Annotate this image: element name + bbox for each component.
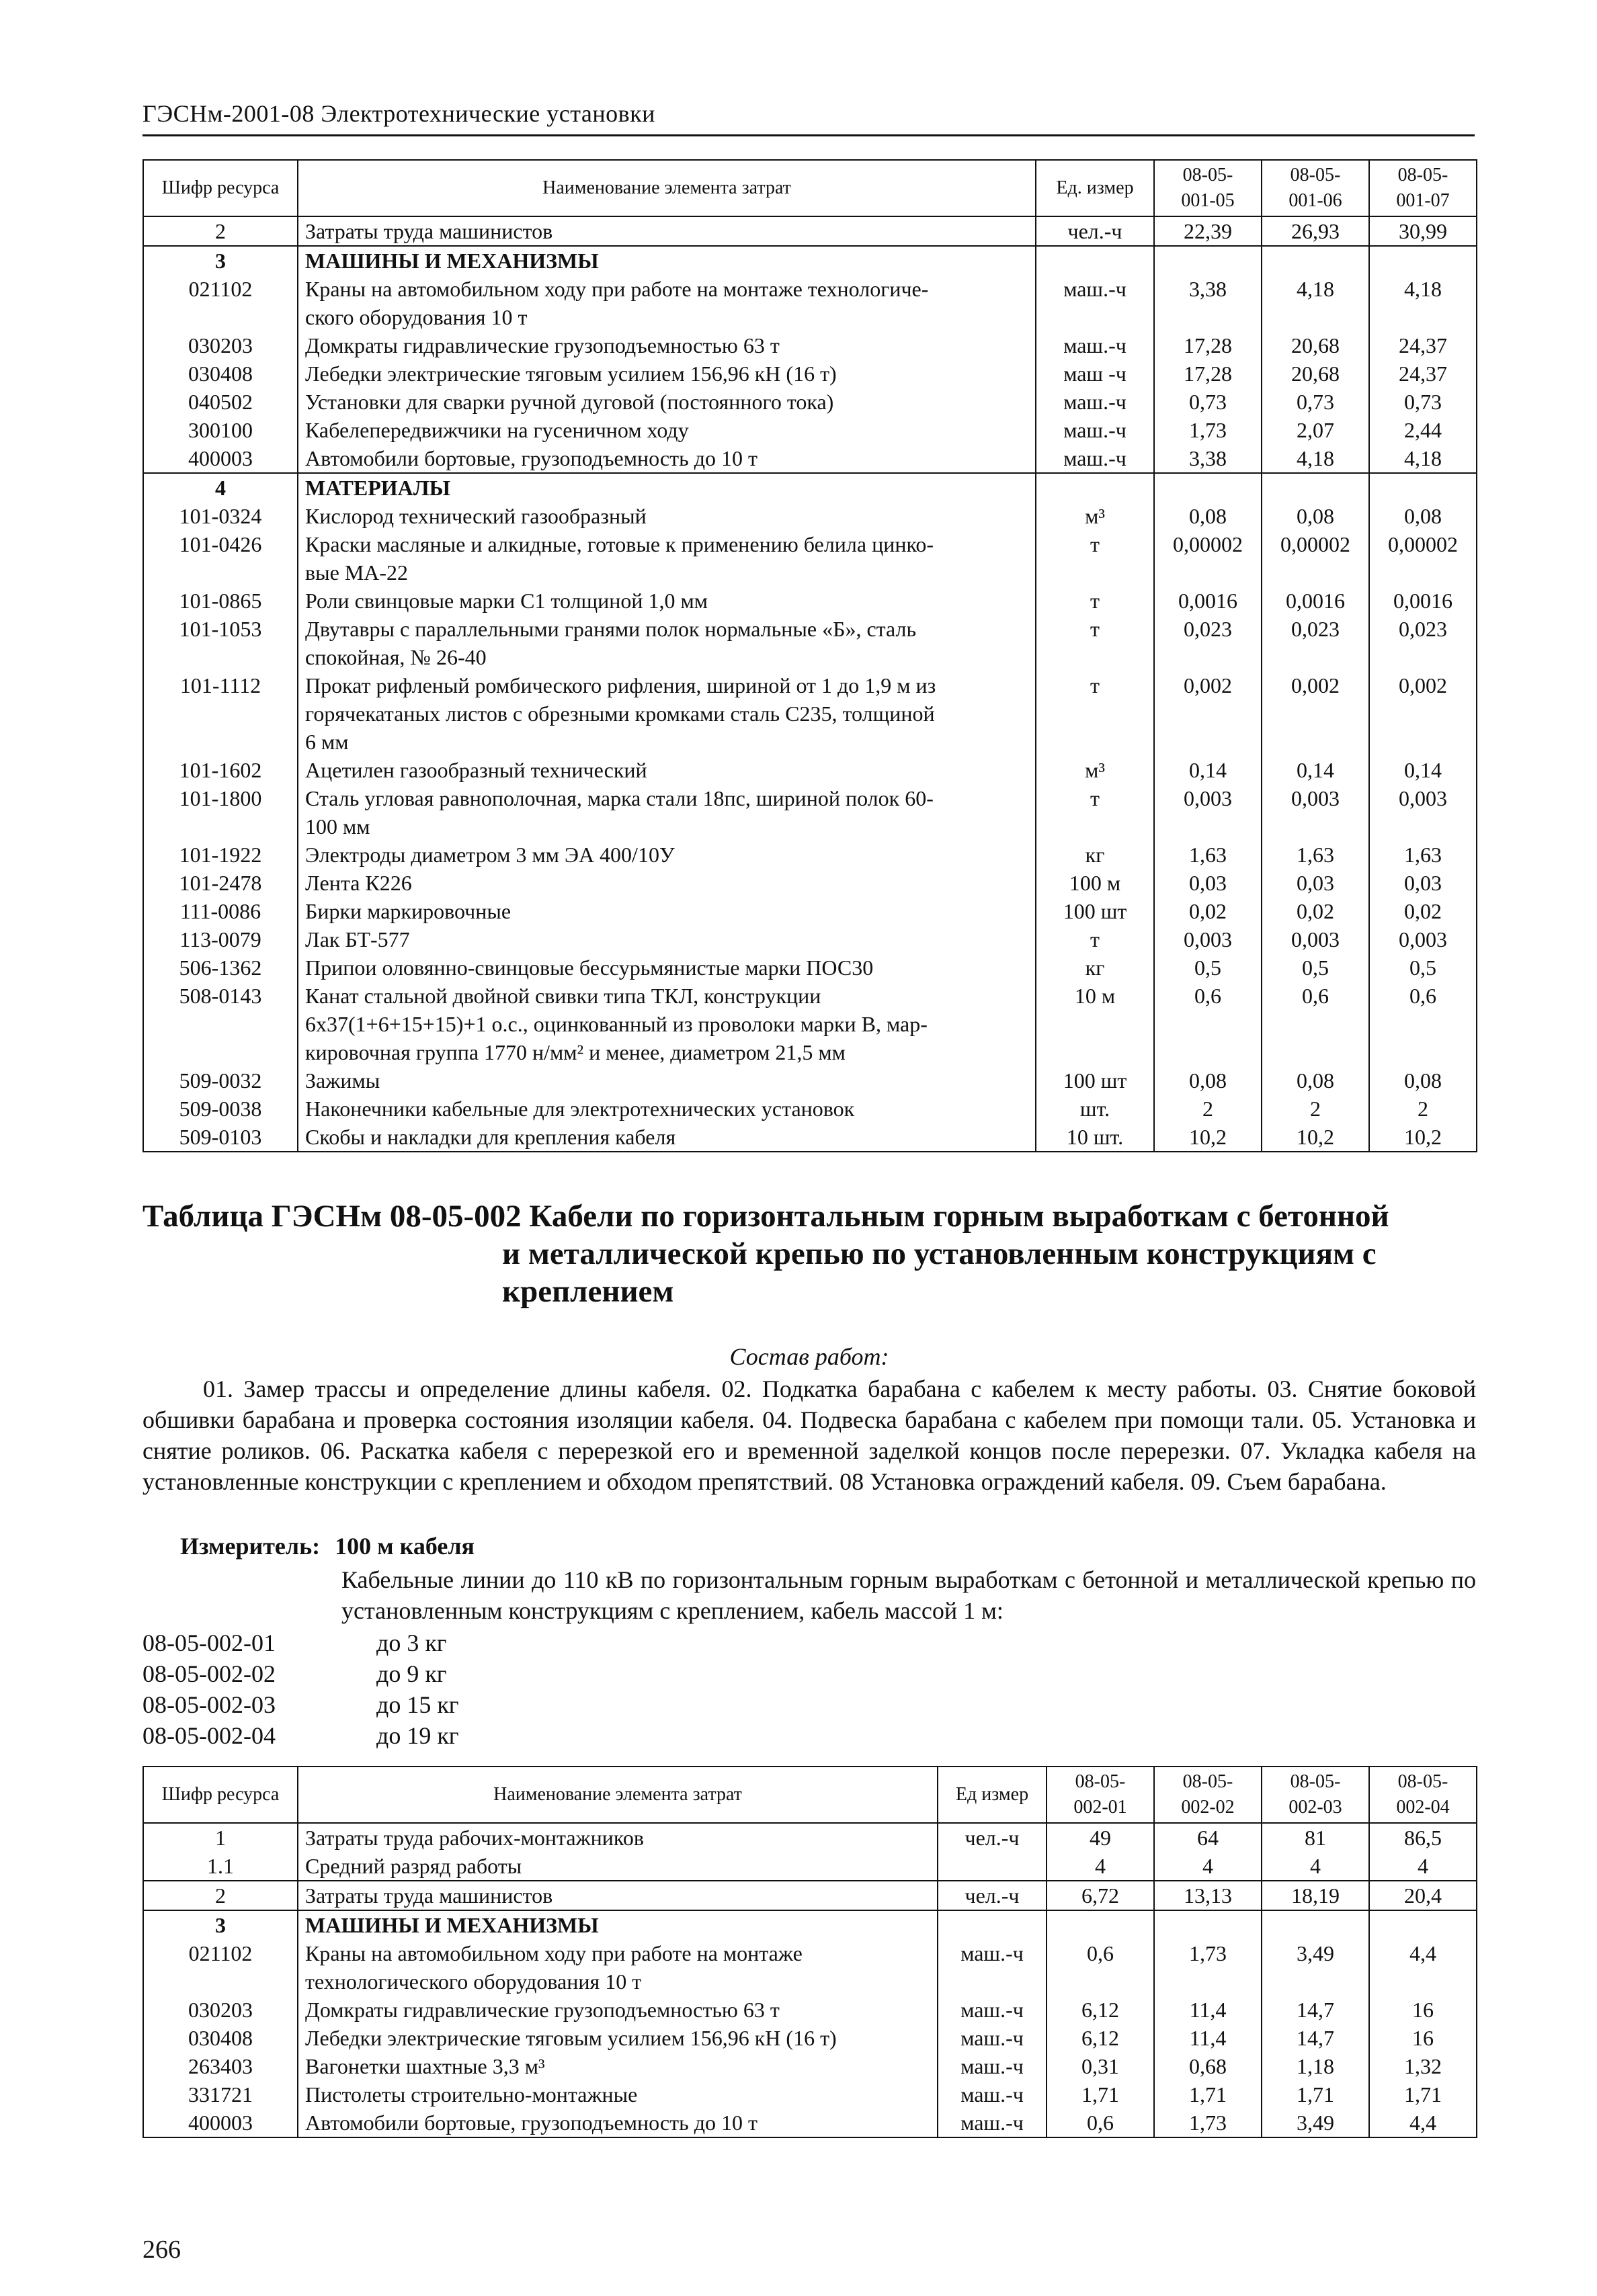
norm-value-cell: 0,0016 — [1369, 587, 1477, 615]
norm-value-cell — [1369, 1910, 1477, 1939]
norm-value-cell — [1154, 246, 1262, 275]
norm-value-cell: 6,12 — [1047, 2024, 1154, 2052]
unit-cell: чел.-ч — [938, 1823, 1047, 1852]
page-number: 266 — [142, 2236, 181, 2264]
norm-value-cell: 1,71 — [1154, 2080, 1262, 2109]
table-row — [143, 1852, 1477, 1881]
resource-name-cell: Установки для сварки ручной дуговой (постоянного тока) — [298, 388, 1036, 416]
variant-code: 08-05-002-04 — [142, 1722, 276, 1749]
variant-row — [142, 1720, 459, 1751]
table-row — [143, 444, 1477, 473]
resource-code-cell: 263403 — [143, 2052, 298, 2080]
norm-value-cell: 0,003 — [1154, 925, 1262, 953]
unit-cell — [938, 1910, 1047, 1939]
col-header-norm: 08-05- 002-01 — [1047, 1767, 1154, 1823]
norm-value-cell: 4,18 — [1262, 275, 1369, 331]
norm-value-cell: 0,68 — [1154, 2052, 1262, 2080]
table-row — [143, 671, 1477, 756]
unit-cell: шт. — [1036, 1095, 1154, 1123]
norm-description: Кабельные линии до 110 кВ по горизонтальным горным выработкам с бетонной и металлической крепью по установленным конструкциям с креплением, кабель массой 1 м: — [341, 1566, 1476, 1624]
norm-value-cell: 1,71 — [1369, 2080, 1477, 2109]
norm-value-cell: 0,08 — [1369, 1066, 1477, 1095]
resource-name-cell: Канат стальной двойной свивки типа ТКЛ, конструкции 6х37(1+6+15+15)+1 о.с., оцинкованный из проволоки марки В, мар- кировочная группа 1770 н/мм² и менее, диаметром 21,5 мм — [298, 982, 1036, 1066]
resource-code-cell: 021102 — [143, 275, 298, 331]
unit-cell: маш.-ч — [938, 2024, 1047, 2052]
norm-value-cell: 0,002 — [1262, 671, 1369, 756]
norm-value-cell: 1,71 — [1262, 2080, 1369, 2109]
norm-value-cell: 4,4 — [1369, 1939, 1477, 1996]
table-row — [143, 359, 1477, 388]
norm-value-cell: 14,7 — [1262, 1996, 1369, 2024]
norm-value-cell: 1,18 — [1262, 2052, 1369, 2080]
unit-cell: 100 шт — [1036, 1066, 1154, 1095]
resource-name-cell: Средний разряд работы — [298, 1852, 938, 1881]
measure-label: Измеритель: — [180, 1533, 321, 1560]
table-row — [143, 416, 1477, 444]
resource-code-cell: 2 — [143, 216, 298, 246]
col-header-name: Наименование элемента затрат — [298, 1767, 938, 1823]
variant-list — [142, 1627, 459, 1751]
variant-text: до 9 кг — [376, 1660, 447, 1687]
norm-value-cell: 17,28 — [1154, 359, 1262, 388]
norm-value-cell: 0,73 — [1154, 388, 1262, 416]
table-row — [143, 1095, 1477, 1123]
resource-name-cell: МАШИНЫ И МЕХАНИЗМЫ — [298, 1910, 938, 1939]
norm-value-cell: 2 — [1369, 1095, 1477, 1123]
unit-cell — [938, 1852, 1047, 1881]
norm-value-cell: 1,63 — [1262, 841, 1369, 869]
unit-cell: м³ — [1036, 502, 1154, 530]
norm-value-cell: 0,14 — [1154, 756, 1262, 784]
resource-code-cell: 400003 — [143, 444, 298, 473]
resource-code-cell: 101-1602 — [143, 756, 298, 784]
resource-code-cell: 101-0426 — [143, 530, 298, 587]
norm-value-cell: 64 — [1154, 1823, 1262, 1852]
page-header: ГЭСНм-2001-08 Электротехнические установки — [142, 100, 655, 127]
norm-value-cell: 4 — [1047, 1852, 1154, 1881]
resource-code-cell: 040502 — [143, 388, 298, 416]
resource-code-cell: 3 — [143, 1910, 298, 1939]
norm-value-cell: 10,2 — [1154, 1123, 1262, 1152]
table-row — [143, 388, 1477, 416]
resource-name-cell: Затраты труда рабочих-монтажников — [298, 1823, 938, 1852]
unit-cell: 100 шт — [1036, 897, 1154, 925]
norm-value-cell: 0,003 — [1369, 925, 1477, 953]
col-header-norm: 08-05- 002-02 — [1154, 1767, 1262, 1823]
norm-value-cell — [1154, 473, 1262, 502]
composition-heading: Состав работ: — [729, 1343, 889, 1370]
table-row — [143, 1996, 1477, 2024]
resource-code-cell: 509-0103 — [143, 1123, 298, 1152]
norm-value-cell: 4 — [1369, 1852, 1477, 1881]
unit-cell: т — [1036, 925, 1154, 953]
norm-value-cell: 0,08 — [1262, 502, 1369, 530]
unit-cell: маш.-ч — [938, 2080, 1047, 2109]
norm-value-cell: 0,02 — [1154, 897, 1262, 925]
norm-value-cell: 0,6 — [1154, 982, 1262, 1066]
resource-name-cell: Домкраты гидравлические грузоподъемностью 63 т — [298, 331, 1036, 359]
resource-table-08-05-001 — [142, 159, 1477, 1152]
table-row — [143, 897, 1477, 925]
resource-name-cell: Роли свинцовые марки С1 толщиной 1,0 мм — [298, 587, 1036, 615]
resource-code-cell: 1.1 — [143, 1852, 298, 1881]
resource-code-cell: 3 — [143, 246, 298, 275]
resource-name-cell: Наконечники кабельные для электротехнических установок — [298, 1095, 1036, 1123]
norm-value-cell: 0,003 — [1262, 925, 1369, 953]
resource-table-08-05-002 — [142, 1766, 1477, 2138]
resource-code-cell: 101-1800 — [143, 784, 298, 841]
norm-value-cell: 0,14 — [1369, 756, 1477, 784]
resource-code-cell: 509-0038 — [143, 1095, 298, 1123]
norm-value-cell: 14,7 — [1262, 2024, 1369, 2052]
col-header-unit: Ед. измер — [1036, 160, 1154, 216]
norm-value-cell: 2 — [1262, 1095, 1369, 1123]
norm-value-cell: 16 — [1369, 2024, 1477, 2052]
resource-code-cell: 030203 — [143, 1996, 298, 2024]
resource-name-cell: Затраты труда машинистов — [298, 216, 1036, 246]
norm-value-cell: 6,12 — [1047, 1996, 1154, 2024]
norm-value-cell: 26,93 — [1262, 216, 1369, 246]
norm-value-cell: 2,07 — [1262, 416, 1369, 444]
norm-value-cell: 0,023 — [1154, 615, 1262, 671]
norm-value-cell: 0,6 — [1047, 1939, 1154, 1996]
norm-value-cell: 13,13 — [1154, 1881, 1262, 1910]
norm-value-cell: 0,003 — [1262, 784, 1369, 841]
table-row — [143, 784, 1477, 841]
resource-name-cell: Бирки маркировочные — [298, 897, 1036, 925]
norm-value-cell: 30,99 — [1369, 216, 1477, 246]
norm-value-cell: 0,08 — [1154, 1066, 1262, 1095]
norm-value-cell: 6,72 — [1047, 1881, 1154, 1910]
norm-value-cell: 16 — [1369, 1996, 1477, 2024]
resource-code-cell: 030408 — [143, 359, 298, 388]
resource-name-cell: Домкраты гидравлические грузоподъемностью 63 т — [298, 1996, 938, 2024]
resource-name-cell: Сталь угловая равнополочная, марка стали 18пс, шириной полок 60- 100 мм — [298, 784, 1036, 841]
measure-value: 100 м кабеля — [335, 1533, 475, 1560]
resource-code-cell: 101-1053 — [143, 615, 298, 671]
norm-value-cell: 10,2 — [1369, 1123, 1477, 1152]
norm-value-cell: 4 — [1154, 1852, 1262, 1881]
resource-name-cell: Затраты труда машинистов — [298, 1881, 938, 1910]
table-row — [143, 1881, 1477, 1910]
norm-value-cell: 3,38 — [1154, 444, 1262, 473]
norm-value-cell: 0,31 — [1047, 2052, 1154, 2080]
resource-code-cell: 508-0143 — [143, 982, 298, 1066]
variant-code: 08-05-002-03 — [142, 1691, 276, 1718]
unit-cell: т — [1036, 784, 1154, 841]
resource-code-cell: 030408 — [143, 2024, 298, 2052]
table-title — [142, 1197, 1487, 1310]
table-row — [143, 331, 1477, 359]
norm-value-cell: 1,32 — [1369, 2052, 1477, 2080]
norm-value-cell: 1,63 — [1154, 841, 1262, 869]
unit-cell: чел.-ч — [938, 1881, 1047, 1910]
norm-value-cell: 81 — [1262, 1823, 1369, 1852]
norm-value-cell: 2 — [1154, 1095, 1262, 1123]
resource-code-cell: 111-0086 — [143, 897, 298, 925]
unit-cell: маш.-ч — [1036, 444, 1154, 473]
resource-code-cell: 300100 — [143, 416, 298, 444]
table-row — [143, 2052, 1477, 2080]
norm-value-cell: 0,002 — [1369, 671, 1477, 756]
table-row — [143, 502, 1477, 530]
norm-value-cell: 1,73 — [1154, 416, 1262, 444]
norm-value-cell: 0,023 — [1262, 615, 1369, 671]
norm-value-cell: 1,73 — [1154, 1939, 1262, 1996]
resource-code-cell: 400003 — [143, 2109, 298, 2137]
unit-cell: маш.-ч — [938, 1939, 1047, 1996]
table-row — [143, 925, 1477, 953]
unit-cell: кг — [1036, 953, 1154, 982]
unit-cell: т — [1036, 530, 1154, 587]
norm-value-cell: 0,5 — [1262, 953, 1369, 982]
table-row — [143, 2080, 1477, 2109]
norm-value-cell: 18,19 — [1262, 1881, 1369, 1910]
col-header-code: Шифр ресурса — [143, 1767, 298, 1823]
resource-code-cell: 509-0032 — [143, 1066, 298, 1095]
resource-name-cell: Кабелепередвижчики на гусеничном ходу — [298, 416, 1036, 444]
norm-value-cell: 0,03 — [1154, 869, 1262, 897]
table-row — [143, 869, 1477, 897]
table-body — [143, 1823, 1477, 2137]
norm-value-cell: 0,08 — [1369, 502, 1477, 530]
norm-value-cell: 24,37 — [1369, 359, 1477, 388]
norm-value-cell: 0,08 — [1262, 1066, 1369, 1095]
norm-value-cell: 0,00002 — [1262, 530, 1369, 587]
norm-value-cell: 20,4 — [1369, 1881, 1477, 1910]
resource-name-cell: Зажимы — [298, 1066, 1036, 1095]
variant-row — [142, 1658, 459, 1689]
table-row — [143, 615, 1477, 671]
table-row — [143, 2024, 1477, 2052]
col-header-norm: 08-05- 002-03 — [1262, 1767, 1369, 1823]
resource-code-cell: 021102 — [143, 1939, 298, 1996]
col-header-name: Наименование элемента затрат — [298, 160, 1036, 216]
unit-cell: маш.-ч — [938, 2052, 1047, 2080]
resource-name-cell: Двутавры с параллельными гранями полок нормальные «Б», сталь спокойная, № 26-40 — [298, 615, 1036, 671]
norm-value-cell: 3,49 — [1262, 1939, 1369, 1996]
resource-name-cell: Кислород технический газообразный — [298, 502, 1036, 530]
resource-code-cell: 030203 — [143, 331, 298, 359]
norm-value-cell — [1047, 1910, 1154, 1939]
norm-value-cell — [1154, 1910, 1262, 1939]
resource-code-cell: 101-1112 — [143, 671, 298, 756]
unit-cell — [1036, 246, 1154, 275]
norm-value-cell — [1369, 246, 1477, 275]
norm-value-cell: 0,0016 — [1154, 587, 1262, 615]
norm-value-cell: 11,4 — [1154, 1996, 1262, 2024]
table-row — [143, 841, 1477, 869]
unit-cell: маш.-ч — [1036, 416, 1154, 444]
norm-value-cell: 0,6 — [1262, 982, 1369, 1066]
unit-cell: 10 шт. — [1036, 1123, 1154, 1152]
norm-value-cell — [1369, 473, 1477, 502]
norm-value-cell: 0,0016 — [1262, 587, 1369, 615]
resource-name-cell: Краски масляные и алкидные, готовые к применению белила цинко- вые МА-22 — [298, 530, 1036, 587]
resource-name-cell: МАШИНЫ И МЕХАНИЗМЫ — [298, 246, 1036, 275]
resource-name-cell: Лак БТ-577 — [298, 925, 1036, 953]
resource-name-cell: Лебедки электрические тяговым усилием 156,96 кН (16 т) — [298, 2024, 938, 2052]
resource-code-cell: 101-0865 — [143, 587, 298, 615]
resource-name-cell: Пистолеты строительно-монтажные — [298, 2080, 938, 2109]
resource-name-cell: Автомобили бортовые, грузоподъемность до 10 т — [298, 2109, 938, 2137]
unit-cell: маш.-ч — [938, 2109, 1047, 2137]
norm-value-cell: 0,002 — [1154, 671, 1262, 756]
table-title-line: креплением — [502, 1274, 674, 1309]
norm-value-cell: 24,37 — [1369, 331, 1477, 359]
resource-name-cell: Лента К226 — [298, 869, 1036, 897]
col-header-norm: 08-05- 001-07 — [1369, 160, 1477, 216]
resource-name-cell: Краны на автомобильном ходу при работе на монтаже технологического оборудования 10 т — [298, 1939, 938, 1996]
norm-value-cell: 20,68 — [1262, 359, 1369, 388]
composition-text: 01. Замер трассы и определение длины кабеля. 02. Подкатка барабана с кабелем к месту работы. 03. Снятие боковой обшивки барабана и проверка состояния изоляции кабеля. 04. Подвеска барабана с кабелем при помощи тали. 05. Установка и снятие роликов. 06. Раскатка кабеля с перерезкой его и временной заделкой концов после перерезки. 07. Укладка кабеля на установленные конструкции с креплением и обходом препятствий. 08 Установка ограждений кабеля. 09. Съем барабана. — [142, 1375, 1476, 1495]
resource-name-cell: Электроды диаметром 3 мм ЭА 400/10У — [298, 841, 1036, 869]
header-rule — [142, 134, 1475, 136]
norm-value-cell: 1,63 — [1369, 841, 1477, 869]
norm-value-cell: 3,49 — [1262, 2109, 1369, 2137]
norm-value-cell: 10,2 — [1262, 1123, 1369, 1152]
unit-cell: т — [1036, 671, 1154, 756]
norm-value-cell: 0,023 — [1369, 615, 1477, 671]
resource-code-cell: 506-1362 — [143, 953, 298, 982]
norm-value-cell: 0,5 — [1154, 953, 1262, 982]
col-header-norm: 08-05- 001-06 — [1262, 160, 1369, 216]
unit-cell: 100 м — [1036, 869, 1154, 897]
resource-name-cell: Ацетилен газообразный технический — [298, 756, 1036, 784]
col-header-norm: 08-05- 002-04 — [1369, 1767, 1477, 1823]
unit-cell: т — [1036, 587, 1154, 615]
unit-cell: т — [1036, 615, 1154, 671]
unit-cell: маш.-ч — [1036, 275, 1154, 331]
col-header-code: Шифр ресурса — [143, 160, 298, 216]
resource-name-cell: Автомобили бортовые, грузоподъемность до 10 т — [298, 444, 1036, 473]
table-row — [143, 275, 1477, 331]
table-row — [143, 982, 1477, 1066]
unit-cell — [1036, 473, 1154, 502]
norm-value-cell — [1262, 473, 1369, 502]
section-row — [143, 1910, 1477, 1939]
resource-code-cell: 101-1922 — [143, 841, 298, 869]
norm-value-cell: 0,02 — [1262, 897, 1369, 925]
table-title-line: и металлической крепью по установленным конструкциям с — [502, 1236, 1377, 1271]
table-row — [143, 216, 1477, 246]
resource-name-cell: Лебедки электрические тяговым усилием 156,96 кН (16 т) — [298, 359, 1036, 388]
variant-text: до 19 кг — [376, 1722, 459, 1749]
section-row — [143, 246, 1477, 275]
norm-value-cell: 0,73 — [1262, 388, 1369, 416]
resource-name-cell: Прокат рифленый ромбического рифления, шириной от 1 до 1,9 м из горячекатаных листов с обрезными кромками сталь С235, толщиной 6 мм — [298, 671, 1036, 756]
resource-name-cell: Припои оловянно-свинцовые бессурьмянистые марки ПОС30 — [298, 953, 1036, 982]
unit-cell: м³ — [1036, 756, 1154, 784]
resource-code-cell: 101-2478 — [143, 869, 298, 897]
resource-name-cell: Скобы и накладки для крепления кабеля — [298, 1123, 1036, 1152]
norm-value-cell: 0,03 — [1262, 869, 1369, 897]
variant-code: 08-05-002-01 — [142, 1629, 276, 1656]
table-row — [143, 1939, 1477, 1996]
norm-value-cell: 4,4 — [1369, 2109, 1477, 2137]
variant-text: до 15 кг — [376, 1691, 459, 1718]
norm-value-cell: 0,003 — [1369, 784, 1477, 841]
norm-value-cell — [1262, 1910, 1369, 1939]
unit-cell: маш.-ч — [1036, 388, 1154, 416]
variant-row — [142, 1689, 459, 1720]
norm-value-cell: 11,4 — [1154, 2024, 1262, 2052]
norm-value-cell: 4 — [1262, 1852, 1369, 1881]
norm-value-cell: 0,5 — [1369, 953, 1477, 982]
table-body — [143, 216, 1477, 1152]
unit-cell: маш -ч — [1036, 359, 1154, 388]
section-row — [143, 473, 1477, 502]
norm-value-cell: 0,08 — [1154, 502, 1262, 530]
norm-value-cell: 22,39 — [1154, 216, 1262, 246]
norm-value-cell: 4,18 — [1262, 444, 1369, 473]
norm-value-cell: 2,44 — [1369, 416, 1477, 444]
norm-value-cell: 86,5 — [1369, 1823, 1477, 1852]
norm-value-cell: 1,73 — [1154, 2109, 1262, 2137]
table-row — [143, 756, 1477, 784]
resource-name-cell: Краны на автомобильном ходу при работе на монтаже технологиче- ского оборудования 10 т — [298, 275, 1036, 331]
norm-value-cell: 4,18 — [1369, 444, 1477, 473]
norm-value-cell: 0,6 — [1369, 982, 1477, 1066]
resource-code-cell: 331721 — [143, 2080, 298, 2109]
norm-value-cell: 0,03 — [1369, 869, 1477, 897]
norm-value-cell: 17,28 — [1154, 331, 1262, 359]
resource-code-cell: 1 — [143, 1823, 298, 1852]
table-row — [143, 2109, 1477, 2137]
table-row — [143, 1123, 1477, 1152]
measure-line — [180, 1532, 475, 1560]
norm-value-cell — [1262, 246, 1369, 275]
table-row — [143, 1823, 1477, 1852]
table-row — [143, 1066, 1477, 1095]
variant-text: до 3 кг — [376, 1629, 447, 1656]
resource-code-cell: 2 — [143, 1881, 298, 1910]
resource-name-cell: МАТЕРИАЛЫ — [298, 473, 1036, 502]
norm-value-cell: 1,71 — [1047, 2080, 1154, 2109]
table-row — [143, 587, 1477, 615]
unit-cell: маш.-ч — [1036, 331, 1154, 359]
norm-value-cell: 0,6 — [1047, 2109, 1154, 2137]
col-header-unit: Ед измер — [938, 1767, 1047, 1823]
norm-value-cell: 49 — [1047, 1823, 1154, 1852]
unit-cell: 10 м — [1036, 982, 1154, 1066]
unit-cell: чел.-ч — [1036, 216, 1154, 246]
unit-cell: кг — [1036, 841, 1154, 869]
variant-code: 08-05-002-02 — [142, 1660, 276, 1687]
resource-name-cell: Вагонетки шахтные 3,3 м³ — [298, 2052, 938, 2080]
table-row — [143, 953, 1477, 982]
resource-code-cell: 113-0079 — [143, 925, 298, 953]
norm-value-cell: 4,18 — [1369, 275, 1477, 331]
norm-value-cell: 0,73 — [1369, 388, 1477, 416]
table-title-line: Таблица ГЭСНм 08-05-002 Кабели по горизонтальным горным выработкам с бетонной — [142, 1199, 1389, 1234]
resource-code-cell: 101-0324 — [143, 502, 298, 530]
variant-row — [142, 1627, 459, 1658]
col-header-norm: 08-05- 001-05 — [1154, 160, 1262, 216]
resource-code-cell: 4 — [143, 473, 298, 502]
norm-value-cell: 3,38 — [1154, 275, 1262, 331]
norm-value-cell: 0,00002 — [1154, 530, 1262, 587]
table-row — [143, 530, 1477, 587]
norm-value-cell: 20,68 — [1262, 331, 1369, 359]
norm-value-cell: 0,14 — [1262, 756, 1369, 784]
norm-value-cell: 0,02 — [1369, 897, 1477, 925]
norm-value-cell: 0,00002 — [1369, 530, 1477, 587]
unit-cell: маш.-ч — [938, 1996, 1047, 2024]
norm-value-cell: 0,003 — [1154, 784, 1262, 841]
